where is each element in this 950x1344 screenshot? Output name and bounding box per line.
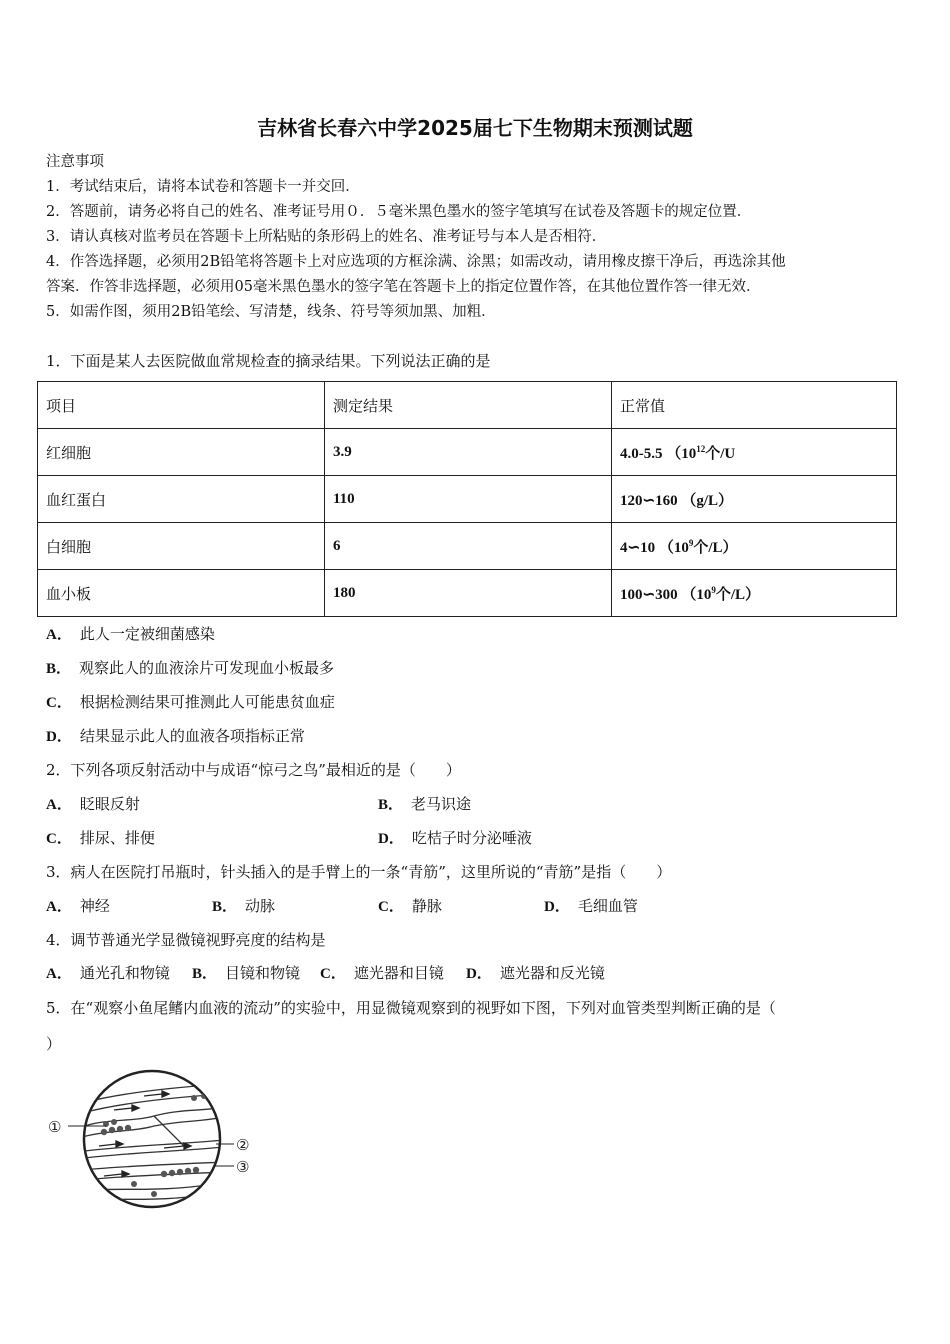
option-a[interactable]: A． 眨眼反射 xyxy=(46,795,140,813)
table-header-row xyxy=(38,382,897,429)
notes-item: 5．如需作图，须用2B铅笔绘、写清楚，线条、符号等须加黑、加粗． xyxy=(46,304,496,320)
table-header-cell: 项目 xyxy=(38,382,325,429)
option-a[interactable]: A． 此人一定被细菌感染 xyxy=(46,625,215,643)
option-d[interactable]: D． 吃桔子时分泌唾液 xyxy=(378,829,532,847)
normal-cell: 4.0-5.5 （$10^{12}$个/U xyxy=(612,429,897,476)
table-header-cell: 测定结果 xyxy=(325,382,612,429)
option-b[interactable]: B． 动脉 xyxy=(212,897,276,915)
result-cell: 110 xyxy=(325,476,612,523)
item-cell: 白细胞 xyxy=(38,523,325,570)
item-cell: 血红蛋白 xyxy=(38,476,325,523)
question-5-stem-continued: ） xyxy=(46,1035,62,1053)
normal-cell: 120∽160 （g/L） xyxy=(612,476,897,523)
option-c[interactable]: C． 遮光器和目镜 xyxy=(320,964,444,982)
fish-tail-microscope-figure xyxy=(44,1066,264,1216)
option-b[interactable]: B． 观察此人的血液涂片可发现血小板最多 xyxy=(46,659,335,677)
option-b[interactable]: B． 老马识途 xyxy=(378,795,472,813)
question-3-stem: 3．病人在医院打吊瓶时，针头插入的是手臂上的一条“青筋”，这里所说的“青筋”是指（ ） xyxy=(46,863,672,881)
option-c[interactable]: C． 排尿、排便 xyxy=(46,829,155,847)
normal-cell: 100∽300 （$10^9$个/L） xyxy=(612,570,897,617)
option-a[interactable]: A． 神经 xyxy=(46,897,110,915)
option-c[interactable]: C． 根据检测结果可推测此人可能患贫血症 xyxy=(46,693,335,711)
question-5-stem: 5．在“观察小鱼尾鳍内血液的流动”的实验中，用显微镜观察到的视野如下图，下列对血管类型判断正确的是（ xyxy=(46,999,776,1017)
figure-label-3: ③ xyxy=(236,1158,250,1176)
table-header-cell: 正常值 xyxy=(612,382,897,429)
option-b[interactable]: B． 目镜和物镜 xyxy=(192,964,301,982)
item-cell: 红细胞 xyxy=(38,429,325,476)
question-4-stem: 4．调节普通光学显微镜视野亮度的结构是 xyxy=(46,931,326,949)
result-cell: 6 xyxy=(325,523,612,570)
notes-item: 1．考试结束后，请将本试卷和答题卡一并交回． xyxy=(46,179,360,195)
option-a[interactable]: A． 通光孔和物镜 xyxy=(46,964,170,982)
table-row xyxy=(38,429,897,476)
table-row xyxy=(38,570,897,617)
result-cell: 3.9 xyxy=(325,429,612,476)
blood-test-table xyxy=(37,381,897,617)
notes-item: 4．作答选择题，必须用2B铅笔将答题卡上对应选项的方框涂满、涂黑；如需改动，请用橡皮擦干净后，再选涂其他 xyxy=(46,254,786,270)
notes-heading: 注意事项 xyxy=(46,154,104,170)
result-cell: 180 xyxy=(325,570,612,617)
figure-label-2: ② xyxy=(236,1136,250,1154)
question-1-stem: 1．下面是某人去医院做血常规检查的摘录结果。下列说法正确的是 xyxy=(46,352,491,370)
normal-cell: 4∽10 （$10^9$个/L） xyxy=(612,523,897,570)
notes-item: 3．请认真核对监考员在答题卡上所粘贴的条形码上的姓名、准考证号与本人是否相符． xyxy=(46,229,607,245)
option-d[interactable]: D． 毛细血管 xyxy=(544,897,638,915)
table-row xyxy=(38,523,897,570)
table-row xyxy=(38,476,897,523)
option-d[interactable]: D． 遮光器和反光镜 xyxy=(466,964,605,982)
notes-item: 2．答题前，请务必将自己的姓名、准考证号用０．５毫米黑色墨水的签字笔填写在试卷及答题卡的规定位置． xyxy=(46,204,752,220)
figure-label-1: ① xyxy=(48,1118,62,1136)
option-d[interactable]: D． 结果显示此人的血液各项指标正常 xyxy=(46,727,305,745)
question-2-stem: 2．下列各项反射活动中与成语“惊弓之鸟”最相近的是（ ） xyxy=(46,761,461,779)
option-c[interactable]: C． 静脉 xyxy=(378,897,442,915)
page-title: 吉林省长春六中学2025届七下生物期末预测试题 xyxy=(257,116,693,140)
notes-item: 答案．作答非选择题，必须用05毫米黑色墨水的签字笔在答题卡上的指定位置作答，在其他位置作答一律无效． xyxy=(46,279,761,295)
item-cell: 血小板 xyxy=(38,570,325,617)
